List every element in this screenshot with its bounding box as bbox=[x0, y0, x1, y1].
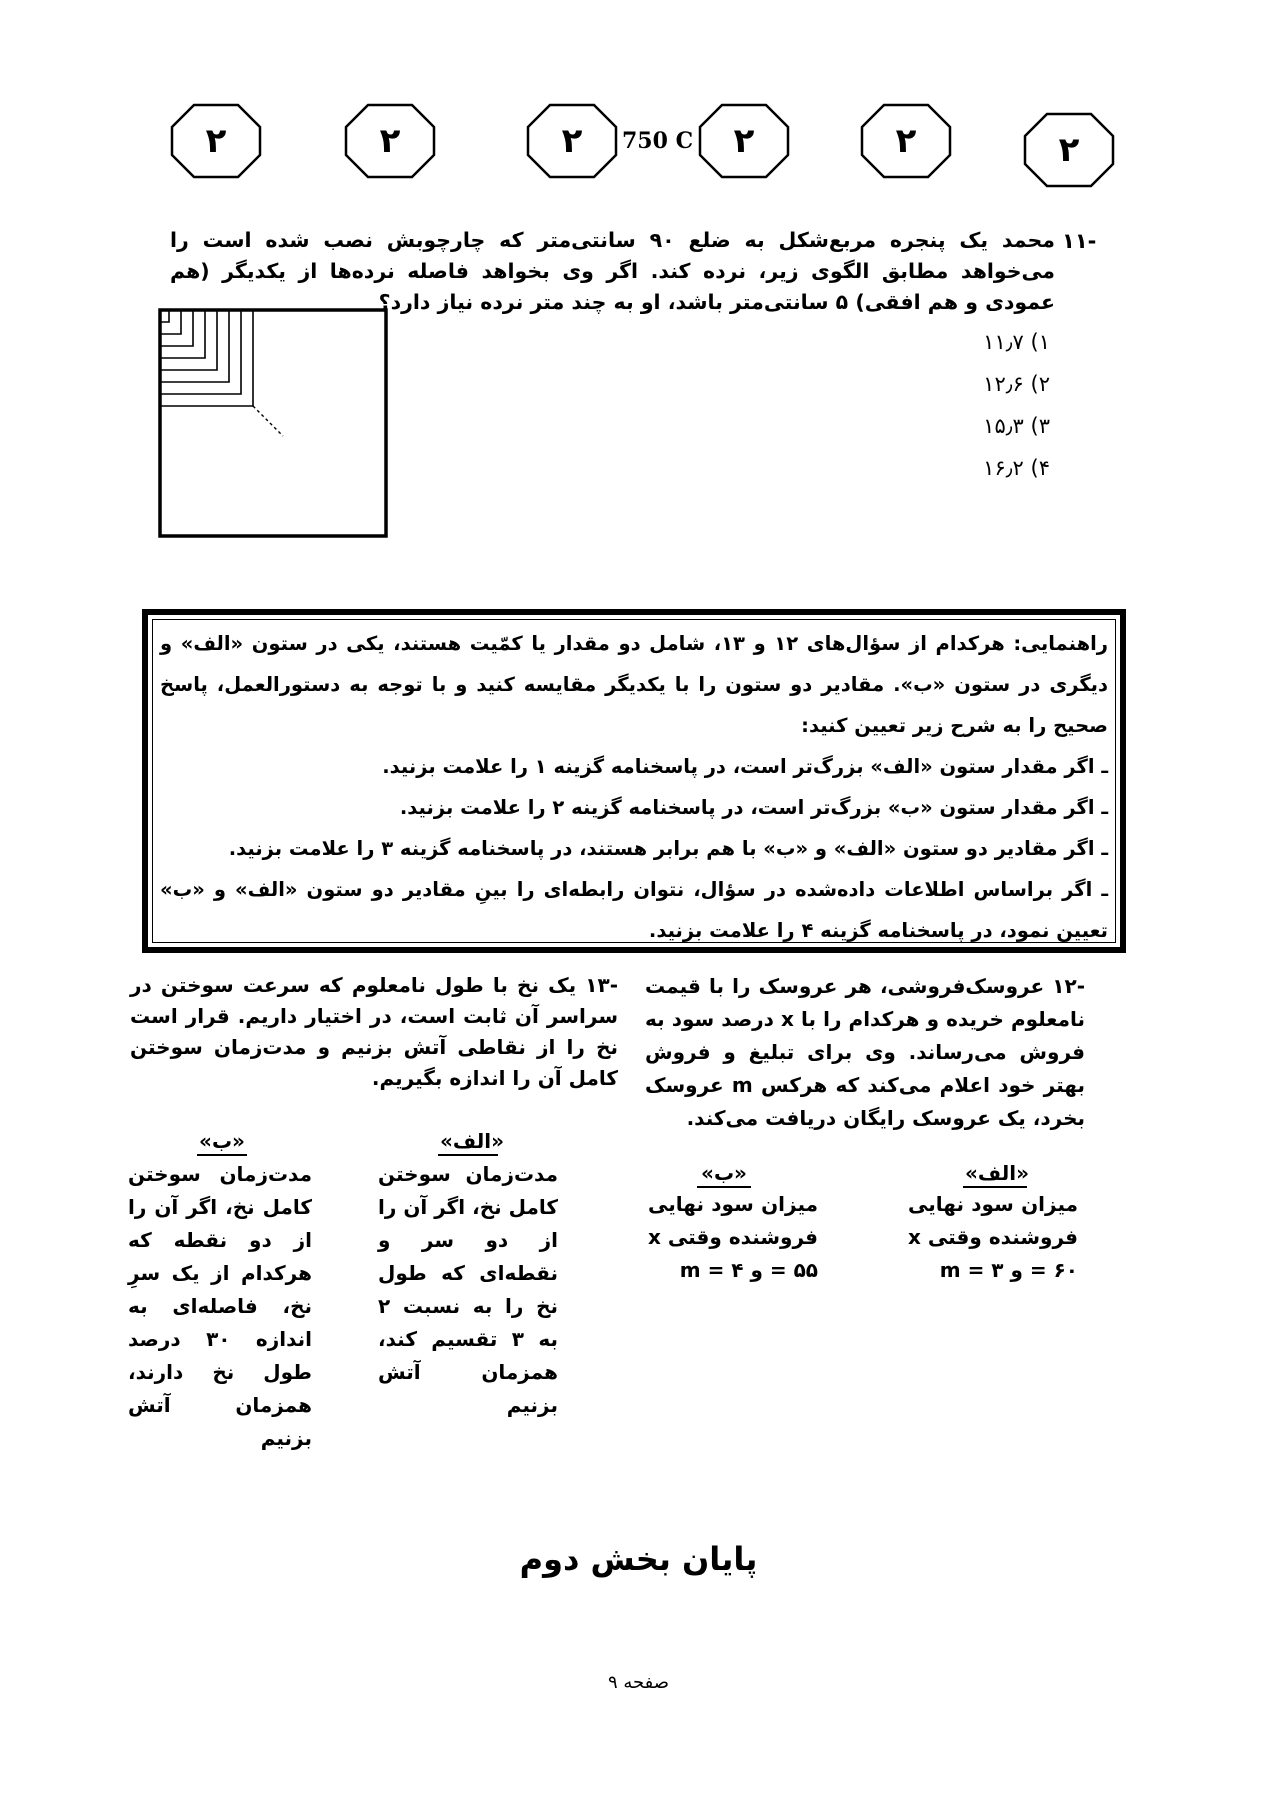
question-11-option-3: ۳) ۱۵٫۳ bbox=[983, 414, 1050, 438]
header-badge bbox=[860, 103, 952, 179]
header-badge bbox=[170, 103, 262, 179]
question-13-column-alef-label: «الف» bbox=[438, 1128, 498, 1156]
question-11-option-1: ۱) ۱۱٫۷ bbox=[983, 330, 1050, 354]
question-12-column-be-label: «ب» bbox=[697, 1160, 751, 1188]
question-13-column-be-label: «ب» bbox=[197, 1128, 247, 1156]
guidance-rule-2: ـ اگر مقدار ستون «ب» بزرگ‌تر است، در پاسخنامه گزینه ۲ را علامت بزنید. bbox=[399, 796, 1108, 819]
badge-label: ۲ bbox=[1058, 130, 1080, 170]
question-12-column-alef: میزان سود نهایی فروشنده وقتی x = ۶۰ و m = ۳ bbox=[908, 1192, 1078, 1282]
window-railing-diagram bbox=[155, 305, 390, 540]
question-11-option-2: ۲) ۱۲٫۶ bbox=[983, 372, 1050, 396]
question-11-option-4: ۴) ۱۶٫۲ bbox=[983, 456, 1050, 480]
badge-label: ۲ bbox=[205, 121, 227, 161]
page-number: صفحه ۹ bbox=[607, 1672, 670, 1693]
header-badge bbox=[526, 103, 618, 179]
question-13-column-be: مدت‌زمان سوختن کامل نخ، اگر آن را از دو نقطه که هرکدام از یک سرِ نخ، فاصله‌ای به اندازه ۳۰ درصد طول نخ دارند، همزمان آتش بزنیم bbox=[128, 1162, 313, 1450]
badge-label: ۲ bbox=[561, 121, 583, 161]
guidance-rule-4: ـ اگر براساس اطلاعات داده‌شده در سؤال، نتوان رابطه‌ای را بینِ مقادیر دو ستون «الف» و «ب» تعیین نمود، در پاسخنامه گزینه ۴ را علامت بزنید. bbox=[160, 878, 1108, 942]
guidance-rule-1: ـ اگر مقدار ستون «الف» بزرگ‌تر است، در پاسخنامه گزینه ۱ را علامت بزنید. bbox=[382, 755, 1108, 778]
question-12-column-alef-label: «الف» bbox=[963, 1160, 1027, 1188]
header-badge bbox=[344, 103, 436, 179]
badge-label: ۲ bbox=[895, 121, 917, 161]
section-end-title: پایان بخش دوم bbox=[519, 1540, 758, 1578]
question-12-text: -۱۲ عروسک‌فروشی، هر عروسک را با قیمت نامعلوم خریده و هرکدام را با x درصد سود به فروش می‌رساند. وی برای تبلیغ و فروش بهتر خود اعلام می‌کند که هرکس m عروسک بخرد، یک عروسک رایگان دریافت می‌کند. bbox=[645, 974, 1086, 1130]
question-13-text: -۱۳ یک نخ با طول نامعلوم که سرعت سوختن در سراسر آن ثابت است، در اختیار داریم. قرار است نخ را از نقاطی آتش بزنیم و مدت‌زمان سوختن کامل آن را اندازه بگیریم. bbox=[130, 973, 618, 1090]
guidance-rule-3: ـ اگر مقادیر دو ستون «الف» و «ب» با هم برابر هستند، در پاسخنامه گزینه ۳ را علامت بزنید. bbox=[228, 837, 1108, 860]
badge-label: ۲ bbox=[733, 121, 755, 161]
guidance-intro: راهنمایی: هرکدام از سؤال‌های ۱۲ و ۱۳، شامل دو مقدار یا کمّیت هستند، یکی در ستون «الف» و دیگری در ستون «ب». مقادیر دو ستون را با یکدیگر مقایسه کنید و با توجه به دستورالعمل، پاسخ صحیح را به شرح زیر تعیین کنید: bbox=[160, 632, 1108, 737]
question-11-text: محمد یک پنجره مربع‌شکل به ضلع ۹۰ سانتی‌متر که چارچوبش نصب شده است را می‌خواهد مطابق الگوی زیر، نرده کند. اگر وی بخواهد فاصله نرده‌ها از یکدیگر (هم عمودی و هم افقی) ۵ سانتی‌متر باشد، او به چند متر نرده نیاز دارد؟ bbox=[170, 228, 1055, 314]
header-badge bbox=[1023, 112, 1115, 188]
question-11-number: -۱۱ bbox=[1062, 229, 1097, 253]
badge-label: ۲ bbox=[379, 121, 401, 161]
question-12-column-be: میزان سود نهایی فروشنده وقتی x = ۵۵ و m = ۴ bbox=[648, 1192, 818, 1282]
question-13-column-alef: مدت‌زمان سوختن کامل نخ، اگر آن را از دو سر و نقطه‌ای که طول نخ را به نسبت ۲ به ۳ تقسیم کند، همزمان آتش بزنیم bbox=[378, 1162, 558, 1417]
guidance-text bbox=[160, 623, 1108, 951]
booklet-code: 750 C bbox=[622, 128, 694, 154]
header-badge bbox=[698, 103, 790, 179]
